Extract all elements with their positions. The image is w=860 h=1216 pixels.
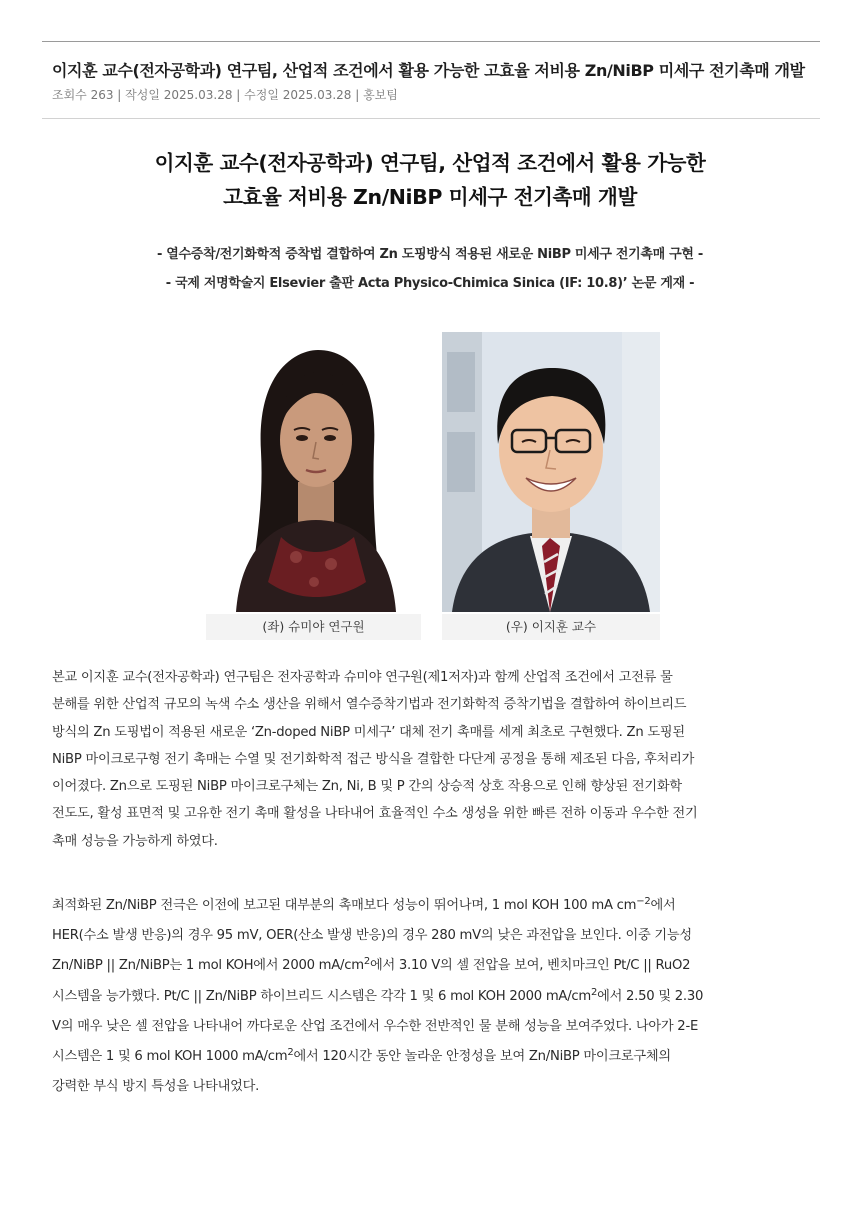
text-run: 최적화된 Zn/NiBP 전극은 이전에 보고된 대부분의 촉매보다 성능이 뛰어나며, 1 mol KOH 100 mA cm [52, 898, 637, 913]
paragraph-line: 분해를 위한 산업적 규모의 녹색 수소 생산을 위해서 열수증착기법과 전기화학적 증착기법을 결합하여 하이브리드 [52, 697, 687, 713]
professor-portrait-icon [442, 332, 660, 612]
superscript: 2 [590, 986, 598, 998]
photo-caption-right: (우) 이지훈 교수 [442, 614, 660, 640]
researcher-portrait-icon [206, 332, 421, 612]
superscript: 2 [363, 956, 370, 968]
paragraph-line: 이어졌다. Zn으로 도핑된 NiBP 마이크로구체는 Zn, Ni, B 및 P 간의 상승적 상호 작용으로 인해 향상된 전기화학 [52, 779, 682, 795]
paragraph-line: HER(수소 발생 반응)의 경우 95 mV, OER(산소 발생 반응)의 경우 280 mV의 낮은 과전압을 보인다. 이중 기능성 [52, 928, 692, 944]
text-run: Zn/NiBP || Zn/NiBP는 1 mol KOH에서 2000 mA/cm [52, 958, 364, 974]
paragraph-line: NiBP 마이크로구형 전기 촉매는 수열 및 전기화학적 접근 방식을 결합한 다단계 공정을 통해 제조된 다음, 후처리가 [52, 751, 695, 767]
subtitle-line-2: - 국제 저명학술지 Elsevier 출판 Acta Physico-Chimica Sinica (IF: 10.8)’ 논문 게재 - [165, 276, 695, 291]
paragraph-line: 전도도, 활성 표면적 및 고유한 전기 촉매 활성을 나타내어 효율적인 수소 생성을 위한 빠른 전하 이동과 우수한 전기 [52, 806, 698, 822]
text-run: 에서 2.50 및 2.30 [597, 988, 704, 1004]
article-title-line-1: 이지훈 교수(전자공학과) 연구팀, 산업적 조건에서 활용 가능한 [154, 151, 706, 175]
article-title-line-2: 고효율 저비용 Zn/NiBP 미세구 전기촉매 개발 [223, 185, 637, 209]
superscript: 2 [287, 1047, 294, 1059]
article-title [40, 146, 820, 214]
header-divider [42, 118, 820, 119]
paragraph-line [52, 891, 812, 921]
paragraph-line: 강력한 부식 방지 특성을 나타내었다. [52, 1079, 260, 1095]
article-paragraph-1 [52, 664, 812, 855]
top-divider [42, 41, 820, 42]
photo-caption-left: (좌) 슈미야 연구원 [206, 614, 421, 640]
paragraph-line: 촉매 성능을 가능하게 하였다. [52, 833, 218, 849]
post-meta: 조회수 263 | 작성일 2025.03.28 | 수정일 2025.03.28 | 홍보팀 [52, 88, 398, 102]
subtitle-line-1: - 열수증착/전기화학적 증착법 결합하여 Zn 도핑방식 적용된 새로운 NiBP 미세구 전기촉매 구현 - [156, 247, 704, 262]
paragraph-line [52, 951, 812, 981]
paragraph-line: 본교 이지훈 교수(전자공학과) 연구팀은 전자공학과 슈미야 연구원(제1저자)과 함께 산업적 조건에서 고전류 물 [52, 670, 673, 685]
superscript: −2 [636, 896, 651, 907]
photo-block [0, 332, 860, 642]
text-run: 에서 3.10 V의 셀 전압을 보여, 벤치마크인 Pt/C || RuO2 [369, 958, 691, 974]
article-paragraph-2 [52, 891, 812, 1102]
post-title: 이지훈 교수(전자공학과) 연구팀, 산업적 조건에서 활용 가능한 고효율 저비용 Zn/NiBP 미세구 전기촉매 개발 [52, 61, 805, 80]
text-run: 시스템을 능가했다. Pt/C || Zn/NiBP 하이브리드 시스템은 각각 1 및 6 mol KOH 2000 mA/cm [52, 988, 591, 1004]
article-subtitle [40, 240, 820, 298]
paragraph-line: 방식의 Zn 도핑법이 적용된 새로운 ‘Zn-doped NiBP 미세구’ 대체 전기 촉매를 세계 최초로 구현했다. Zn 도핑된 [52, 724, 685, 740]
text-run: 에서 120시간 동안 놀라운 안정성을 보여 Zn/NiBP 마이크로구체의 [293, 1049, 671, 1065]
text-run: 시스템은 1 및 6 mol KOH 1000 mA/cm [52, 1049, 288, 1065]
paragraph-line: V의 매우 낮은 셀 전압을 나타내어 까다로운 산업 조건에서 우수한 전반적인 물 분해 성능을 보여주었다. 나아가 2-E [52, 1018, 699, 1034]
paragraph-line [52, 1042, 812, 1072]
paragraph-line [52, 982, 812, 1012]
text-run: 에서 [650, 898, 676, 913]
